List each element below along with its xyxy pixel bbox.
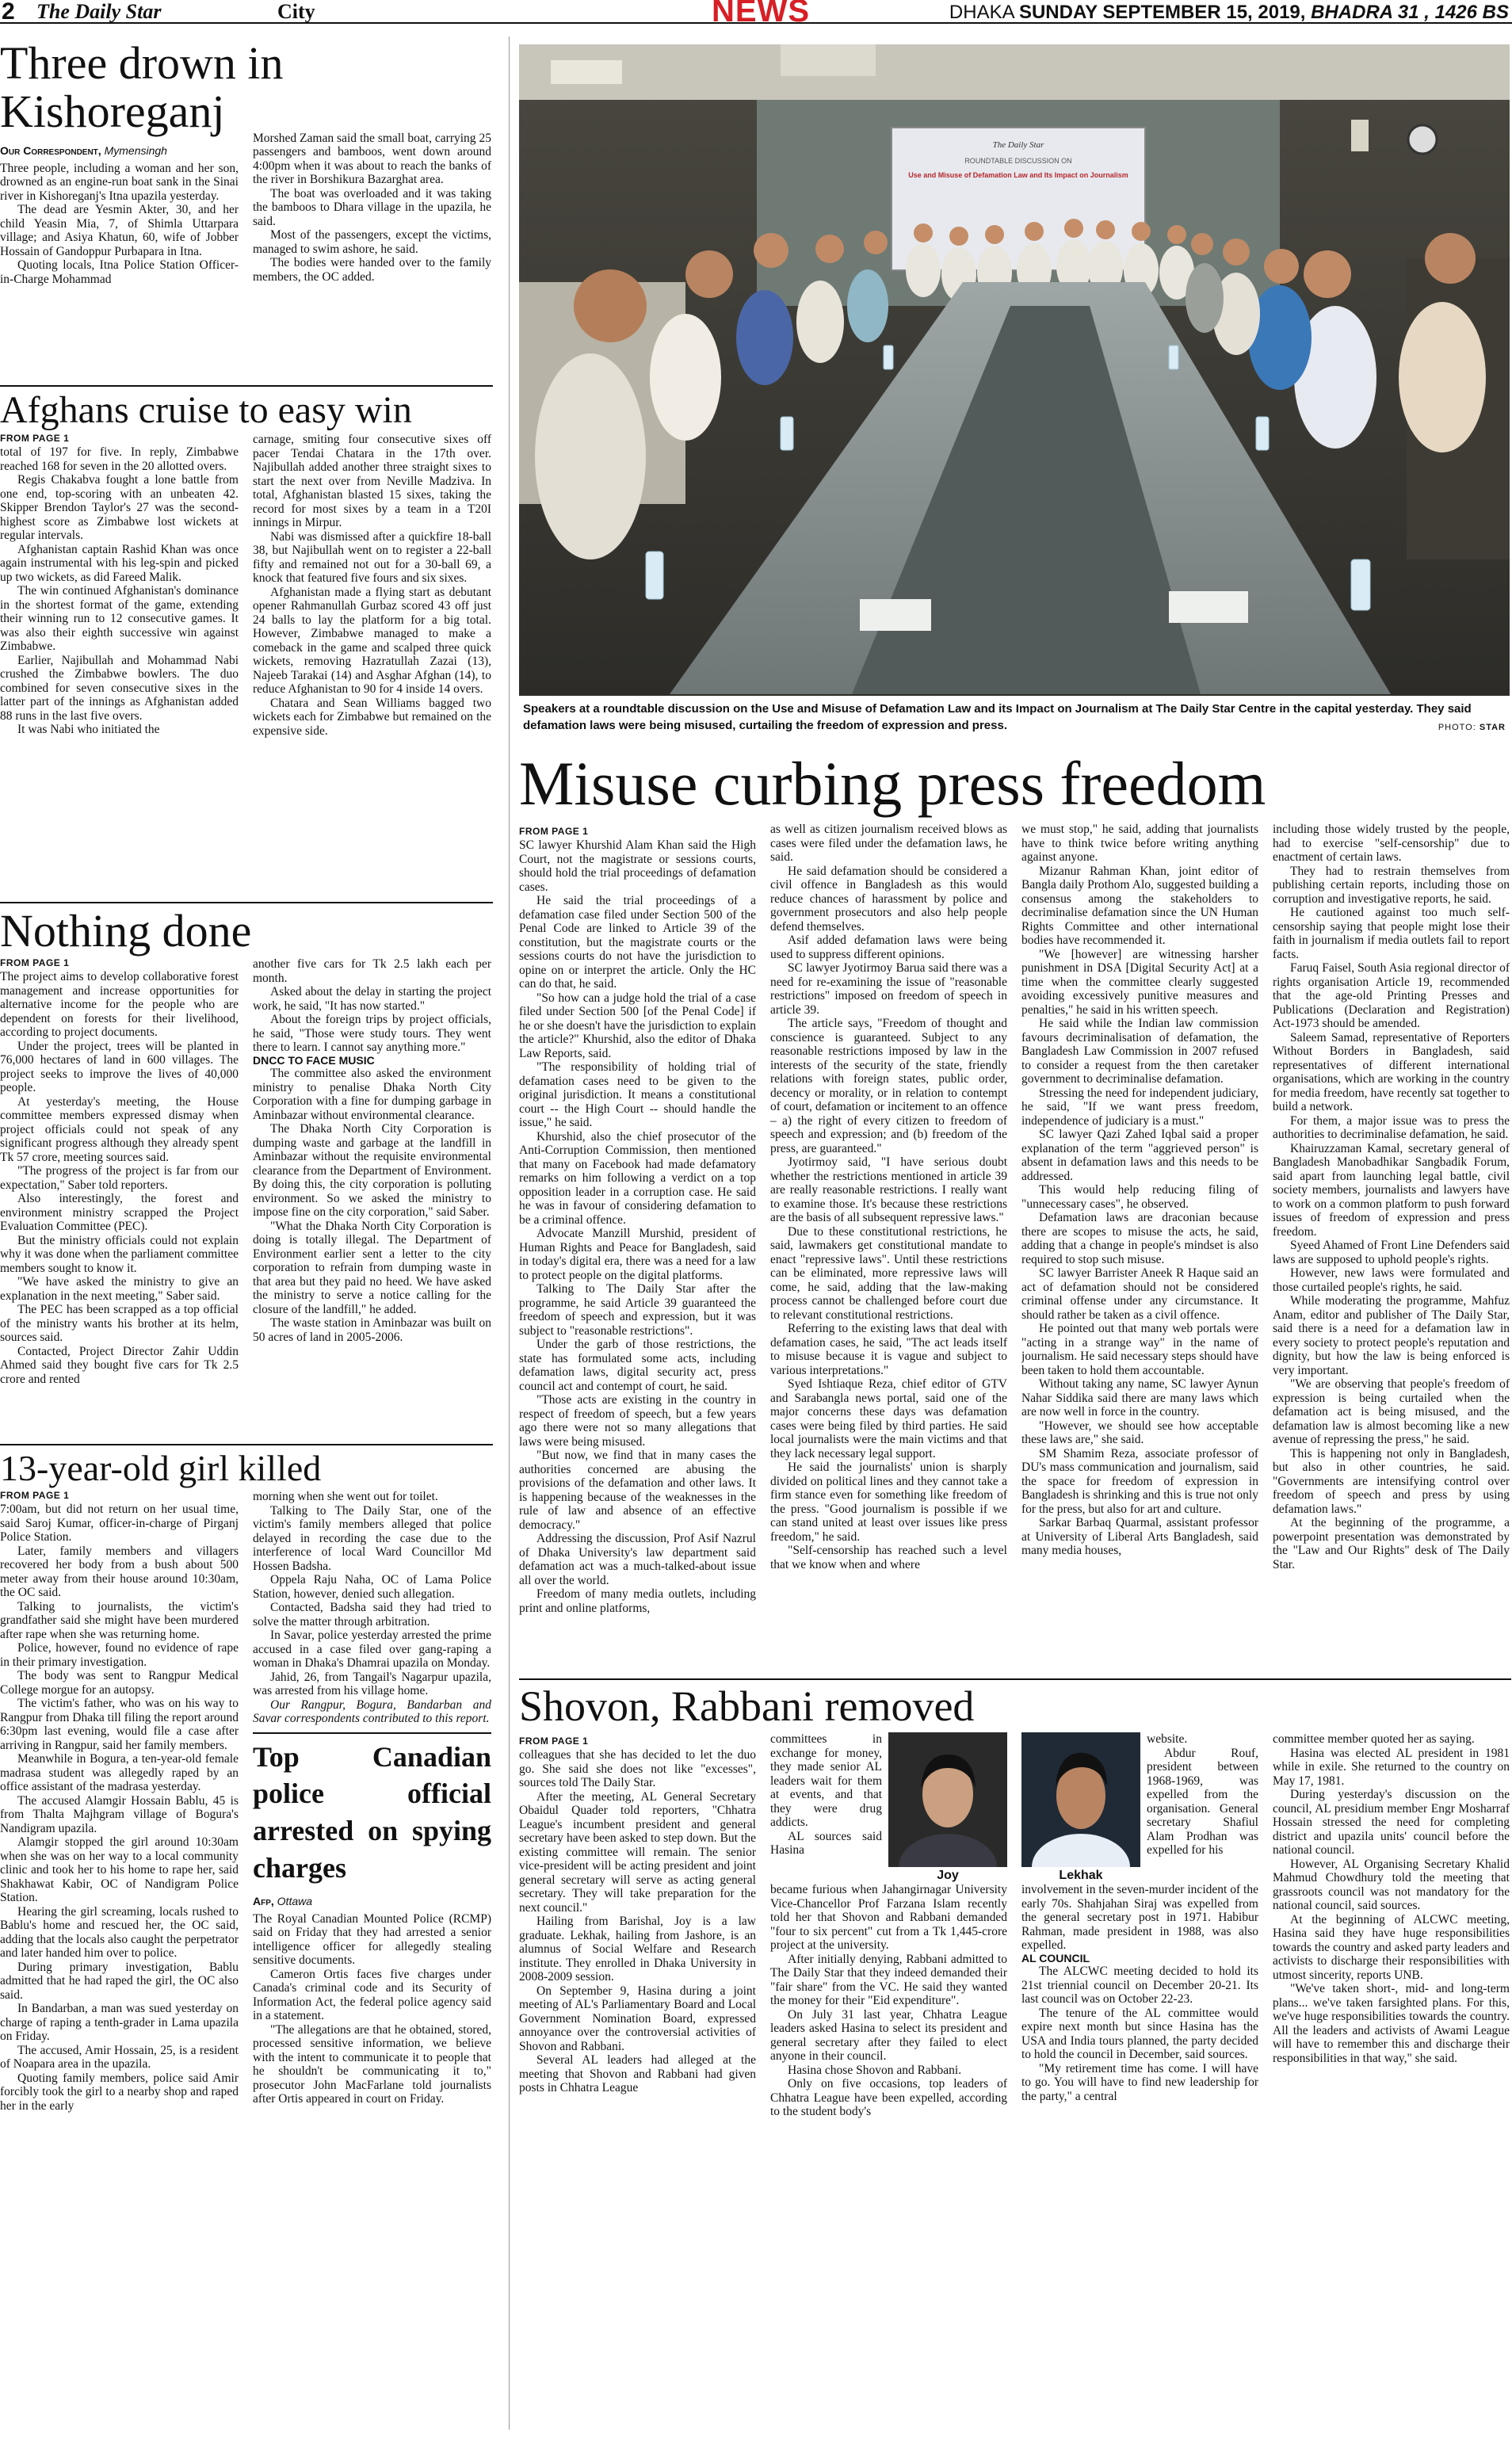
paragraph: Also interestingly, the forest and environment ministry scrapped the Project Evaluation Committee (PEC). <box>0 1192 239 1233</box>
paragraph: Hearing the girl screaming, locals rushed to Bablu's home and rescued her, the OC said, adding that the locals also caught the perpetrator and later handed him over to police. <box>0 1904 239 1960</box>
paragraph: as well as citizen journalism received blows as cases were filed under the defamation laws, he said. <box>770 823 1007 864</box>
paragraph: Syeed Ahamed of Front Line Defenders said laws are supposed to uphold people's rights. <box>1273 1239 1510 1266</box>
paragraph: Talking to The Daily Star, one of the victim's family members alleged that police delayed in recording the case due to the interference of local Ward Councillor Md Hossen Badsha. <box>253 1503 491 1573</box>
paragraph: The Royal Canadian Mounted Police (RCMP) said on Friday that they had arrested a senior intelligence officer for allegedly stealing sensitive documents. <box>253 1911 491 1968</box>
paragraph: website. <box>1147 1732 1188 1746</box>
date-gregorian: SUNDAY SEPTEMBER 15, 2019, <box>1018 2 1306 23</box>
column-body <box>253 1912 491 2106</box>
news-label: NEWS <box>712 0 810 29</box>
portrait-caption: Lekhak <box>1059 1869 1103 1882</box>
paragraph: After initially denying, Rabbani admitted to The Daily Star that they indeed demanded their "fair share" from the VC. He said they wanted the money for their "Eid expenditure". <box>770 1952 1007 2007</box>
paragraph: This is happening not only in Bangladesh, but also in other countries, he said. "Governments are intensifying control over freedom of speech and press by using defamation laws." <box>1273 1446 1510 1516</box>
from-page: FROM PAGE 1 <box>0 957 70 968</box>
paragraph: Advocate Manzill Murshid, president of Human Rights and Peace for Bangladesh, said in today's digital era, there was a need for a law to protect people on the digital platforms. <box>519 1227 756 1282</box>
paragraph: He said defamation should be considered a civil offence in Bangladesh as this would reduce chances of harassment by police and government prosecutors and also help people defend themselves. <box>770 864 1007 934</box>
paragraph: committee member quoted her as saying. <box>1273 1732 1475 1746</box>
byline-place: Mymensingh <box>104 143 167 157</box>
paragraph: This would help reducing filing of "unnecessary cases", he observed. <box>1021 1183 1258 1211</box>
headline: 13-year-old girl killed <box>0 1448 322 1488</box>
paragraph: The win continued Afghanistan's dominance in the shortest format of the game, extending their winning run to 12 consecutive games. It was also their eighth successive win against Zimbabwe. <box>0 584 239 653</box>
paragraph: Quoting family members, police said Amir forcibly took the girl to a nearby shop and raped her in the early <box>0 2071 239 2113</box>
column <box>519 823 756 1710</box>
paragraph: Afghanistan captain Rashid Khan was once again instrumental with his leg-spin and picked up two wickets, as did Fareed Malik. <box>0 542 239 584</box>
story-girl-killed <box>0 1450 491 2440</box>
paragraph: Most of the passengers, except the victims, managed to swim ashore, he said. <box>253 228 491 256</box>
paragraph: The ALCWC meeting decided to hold its 21st triennial council on December 20-21. Its last council was on October 22-23. <box>1021 1965 1258 2007</box>
paper-logo: The Daily Star <box>36 0 162 23</box>
paragraph: Referring to the existing laws that deal with defamation cases, he said, "The act leads itself to misuse because it is vague and subject to various interpretations." <box>770 1322 1007 1377</box>
paragraph: Faruq Faisel, South Asia regional director of rights organisation Article 19, recommended that the age-old Printing Presses and Publications (Declaration and Registration) Act-1973 should be amended. <box>1273 961 1510 1030</box>
paragraph: During primary investigation, Bablu admitted that he had raped the girl, the OC also said. <box>0 1960 239 2002</box>
paragraph: Abdur Rouf, president between 1968-1969, was expelled from the organisation. General secretary Shafiul Alam Prodhan was expelled for his <box>1147 1746 1258 1857</box>
paragraph: SC lawyer Barrister Aneek R Haque said an act of defamation should not be considered criminal offense under any circumstance. It should rather be taken as a civil offence. <box>1021 1266 1258 1322</box>
paragraph: Three people, including a woman and her son, drowned as an engine-run boat sank in the Sinai river in Kishoreganj's Itna upazila yesterday. <box>0 161 239 203</box>
column <box>1273 823 1510 1710</box>
paragraph: became furious when Jahangirnagar University Vice-Chancellor Prof Farzana Islam recently told her that Shovon and Rabbani demanded "four to six percent" cut from a Tk 1,445-crore project at the university. <box>770 1883 1007 1952</box>
column <box>519 1732 756 2430</box>
paragraph: In Bandarban, a man was sued yesterday on charge of raping a tenth-grader in Lama upazila on Friday. <box>0 2002 239 2043</box>
byline-author: Our Correspondent, <box>0 143 101 157</box>
paragraph: "The responsibility of holding trial of defamation cases need to be given to the original jurisdiction. It means a constitutional court -- the High Court -- should handle the issue," he said. <box>519 1060 756 1129</box>
paragraph: SC lawyer Jyotirmoy Barua said there was a need for re-examining the issue of "reasonable restrictions" imposed on freedom of speech in article 39. <box>770 961 1007 1017</box>
paragraph: morning when she went out for toilet. <box>253 1490 438 1503</box>
column <box>1021 1732 1258 2430</box>
paragraph: we must stop," he said, adding that journalists have to think twice before writing anything against anyone. <box>1021 823 1258 864</box>
paragraph: involvement in the seven-murder incident of the early 70s. Shahjahan Siraj was expelled from the general secretary post in 1971. Habibur Rahman, made president in 1988, was also expelled. <box>1021 1883 1258 1952</box>
column <box>770 1732 1007 2430</box>
paragraph: SM Shamim Reza, associate professor of DU's mass communication and journalism, said the space for freedom of expression in Bangladesh is shrinking and this is true not only for the press, but also for art and culture. <box>1021 1446 1258 1516</box>
paragraph: "We [however] are witnessing harsher punishment in DSA [Digital Security Act] at a time when the committee clearly suggested avoiding excessively punitive measures and penalties," he said in his written speech. <box>1021 947 1258 1017</box>
paragraph: "So how can a judge hold the trial of a case filed under Section 500 [of the Penal Code] if he or she doesn't have the jurisdiction to explain the article?" Khurshid, also the editor of Dhaka Law Reports, said. <box>519 991 756 1060</box>
paragraph: He said the journalists' union is sharply divided on political lines and they cannot take a firm stance even for something like freedom of the press. "Good journalism is possible if we can stand united at least over issues like press freedom," he said. <box>770 1461 1007 1544</box>
paragraph: Oppela Raju Naha, OC of Lama Police Station, however, denied such allegation. <box>253 1573 491 1601</box>
credit-label: PHOTO: <box>1438 723 1476 732</box>
paragraph: But the ministry officials could not explain why it was done when the parliament committee members sought to know it. <box>0 1233 239 1275</box>
paragraph: The article says, "Freedom of thought and conscience is guaranteed. Subject to any reasonable restrictions imposed by law in the interests of the security of the state, friendly relations with foreign states, public order, decency or morality, or in relation to contempt of court, defamation or incitement to an offence – a) the right of every citizen to freedom of speech and expression; and (b) freedom of the press, are guaranteed." <box>770 1017 1007 1155</box>
paragraph: Alamgir stopped the girl around 10:30am when she was on her way to a local community clinic and took her to his home to rape her, said Shakhawat Kabir, OC of Nandigram Police Station. <box>0 1835 239 1904</box>
paragraph: Meanwhile in Bogura, a ten-year-old female madrasa student was allegedly raped by an office assistant of the madrasa yesterday. <box>0 1752 239 1793</box>
paragraph: "However, we should see how acceptable these laws are," she said. <box>1021 1419 1258 1446</box>
column-body <box>253 1490 491 1726</box>
date-city: DHAKA <box>949 2 1014 23</box>
paragraph: At the beginning of ALCWC meeting, Hasina said they have huge responsibilities towards the country and asked party leaders and activists to discharge their responsibilities with utmost sincerity, reports UNB. <box>1273 1912 1510 1982</box>
paragraph: another five cars for Tk 2.5 lakh each per month. <box>253 957 491 985</box>
paragraph: Only on five occasions, top leaders of Chhatra League have been expelled, according to the student body's <box>770 2077 1007 2118</box>
paragraph: Khurshid, also the chief prosecutor of the Anti-Corruption Commission, then mentioned that many on Facebook had made defamatory remarks on him following a verdict on a top opposition leader in a corruption case. He said he was in favour of considering defamation to be a criminal offence. <box>519 1129 756 1227</box>
paragraph: After the meeting, AL General Secretary Obaidul Quader told reporters, "Chhatra League's incumbent president and general secretary have been asked to step down. But the existing committee will remain. The senior vice-president will be acting president and joint general secretary will serve as acting general secretary. They will take preparation for the next council." <box>519 1789 756 1915</box>
paragraph: Sarkar Barbaq Quarmal, assistant professor at University of Liberal Arts Bangladesh, said many media houses, <box>1021 1516 1258 1557</box>
byline <box>253 1895 491 1907</box>
column <box>253 1490 491 2440</box>
paragraph: However, new laws were formulated and those curtailed people's rights, he said. <box>1273 1266 1510 1294</box>
paragraph: Addressing the discussion, Prof Asif Nazrul of Dhaka University's law department said defamation act was a much-talked-about issue all over the world. <box>519 1532 756 1587</box>
paragraph: He said while the Indian law commission favours decriminalisation of defamation, the Bangladesh Law Commission in 2007 refused to consider a request from the then caretaker government to decriminalise defamation. <box>1021 1017 1258 1086</box>
byline-author: Afp, <box>253 1894 274 1907</box>
paragraph: "The progress of the project is far from our expectation," Saber told reporters. <box>0 1164 239 1192</box>
column-top <box>1021 1732 1258 1883</box>
paragraph: At the beginning of the programme, a powerpoint presentation was demonstrated by the "Law and Our Rights" desk of The Daily Star. <box>1273 1516 1510 1571</box>
column-body <box>519 838 756 1615</box>
paragraph: AL sources said Hasina <box>770 1829 882 1857</box>
paragraph: While moderating the programme, Mahfuz Anam, editor and publisher of The Daily Star, said there is a need for a defamation law in every society to protect people's reputation and dignity, but how the law is being enforced is very important. <box>1273 1294 1510 1377</box>
photo-credit <box>1438 723 1506 732</box>
paragraph: Under the garb of those restrictions, the state has formulated some acts, including defamation laws, digital security act, press council act and contempt of court, he said. <box>519 1338 756 1393</box>
paragraph: Stressing the need for independent judiciary, he said, "If we want press freedom, independence of judiciary is a must." <box>1021 1086 1258 1128</box>
paragraph: Due to these constitutional restrictions, he said, lawmakers get constitutional mandate to enact "repressive laws". Until these restrictions can be eliminated, more repressive laws will come, he said, adding that the law-making process cannot be challenged before court due to relevant constitutional restrictions. <box>770 1224 1007 1322</box>
divider <box>0 902 493 903</box>
banner-kicker: ROUNDTABLE DISCUSSION ON <box>964 157 1072 165</box>
paragraph: Later, family members and villagers recovered her body from a bush about 500 meter away from their house around 10:30am, the OC said. <box>0 1544 239 1599</box>
banner-title: Use and Misuse of Defamation Law and Its Impact on Journalism <box>908 171 1128 179</box>
paragraph: Without taking any name, SC lawyer Aynun Nahar Siddika said there are many laws which are now well in force in the country. <box>1021 1377 1258 1419</box>
paragraph: Contacted, Project Director Zahir Uddin Ahmed said they bought five cars for Tk 2.5 crore and rented <box>0 1344 239 1386</box>
paragraph: "What the Dhaka North City Corporation is doing is totally illegal. The Department of Environment earlier sent a letter to the city corporation to refrain from dumping waste in that area but they paid no heed. We have asked the ministry to serve a notice calling for the closure of the landfill," he added. <box>253 1219 491 1316</box>
photo-illustration <box>519 44 1510 696</box>
paragraph: Freedom of many media outlets, including print and online platforms, <box>519 1587 756 1615</box>
paragraph: During yesterday's discussion on the council, AL presidium member Engr Mosharraf Hossain stressed the need for completing district and upazila units' council before the national council. <box>1273 1788 1510 1857</box>
paragraph: The accused Alamgir Hossain Bablu, 45 is from Thalta Majhgram village of Bogura's Nandigram upazila. <box>0 1793 239 1835</box>
paragraph: On September 9, Hasina during a joint meeting of AL's Parliamentary Board and Local Government Nomination Board, expressed annoyance over the controversial activities of Shovon and Rabbani. <box>519 1984 756 2053</box>
paragraph: Mizanur Rahman Khan, joint editor of Bangla daily Prothom Alo, suggested building a consensus among the stakeholders to decriminalise defamation since the UN Human Rights Committee and other international bodies have recommended it. <box>1021 864 1258 947</box>
paragraph: Regis Chakabva fought a lone battle from one end, top-scoring with an unbeaten 42. Skipper Brendon Taylor's 27 was the second-highest score as Zimbabwe lost wickets at regular intervals. <box>0 473 239 542</box>
portrait-photo <box>888 1732 1007 1867</box>
divider <box>0 1444 493 1445</box>
paragraph: "My retirement time has come. I will have to go. You will have to find new leadership for the party," a central <box>1021 2061 1258 2103</box>
paragraph: including those widely trusted by the people, had to exercise "self-censorship" due to enactment of certain laws. <box>1273 823 1510 864</box>
body-columns <box>519 823 1510 1710</box>
story-nothing-done <box>0 905 491 1411</box>
paragraph: DNCC TO FACE MUSIC <box>253 1053 375 1067</box>
headline: Three drown in Kishoreganj <box>0 37 284 137</box>
story-shovon-rabbani <box>519 1682 1510 2430</box>
paragraph: Syed Ishtiaque Reza, chief editor of GTV and Sarabangla news portal, said one of the major concerns these days was defamation cases were being filed by third parties. He said local journalists were the main victims and that they lack necessary legal support. <box>770 1377 1007 1461</box>
paragraph: The project aims to develop collaborative forest management and increase opportunities for alternative income for the people who are dependent on forests for their livelihood, according to project documents. <box>0 970 239 1039</box>
date-bangla: BHADRA 31 , 1426 BS <box>1311 2 1509 23</box>
banner-brand: The Daily Star <box>992 140 1044 150</box>
from-page: FROM PAGE 1 <box>0 433 70 444</box>
headline: Afghans cruise to easy win <box>0 389 412 431</box>
paragraph: Saleem Samad, representative of Reporters Without Borders in Bangladesh, said representatives of different international organisations, which are working in the country for media freedom, have recently sat together to build a network. <box>1273 1030 1510 1113</box>
paragraph: SC lawyer Khurshid Alam Khan said the High Court, not the magistrate or sessions courts, should hold the trial proceedings of defamation cases. <box>519 838 756 894</box>
paragraph: carnage, smiting four consecutive sixes off pacer Tendai Chatara in the 17th over. Najibullah added another three straight sixes to start the next over from Neville Madziva. In total, Afghanistan blasted 15 sixes, taking the record for most sixes by a team in a T20I innings in Mirpur. <box>253 433 491 529</box>
body-columns <box>519 1732 1510 2430</box>
paragraph: The tenure of the AL committee would expire next month but since Hasina has the USA and India tours planned, the party decided to hold the council in December, said sources. <box>1021 2006 1258 2062</box>
paragraph: The Dhaka North City Corporation is dumping waste and garbage at the landfill in Aminbazar without the requisite environmental clearance from the Department of Environment. By doing this, the city corporation is polluting environment. So we asked the ministry to impose fine on the city corporation," said Saber. <box>253 1122 491 1220</box>
column-body <box>1147 1732 1258 1883</box>
paragraph: Several AL leaders had alleged at the meeting that Shovon and Rabbani had given posts in Chhatra League <box>519 2053 756 2094</box>
paragraph: The PEC has been scrapped as a top official of the ministry wants his brother at its helm, sources said. <box>0 1303 239 1344</box>
paragraph: AL COUNCIL <box>1021 1951 1090 1965</box>
paragraph: The dead are Yesmin Akter, 30, and her child Yeasin Mia, 7, of Shimla Uttarpara village; and Asiya Khatun, 60, wife of Jobber Hossain of Gandoppur Purbapara in Itna. <box>0 203 239 258</box>
paragraph: Nabi was dismissed after a quickfire 18-ball 38, but Najibullah went on to register a 22-ball fifty and remained not out for a 30-ball 69, a knock that featured five fours and six sixes. <box>253 529 491 585</box>
column <box>1273 1732 1510 2430</box>
paragraph: The waste station in Aminbazar was built on 50 acres of land in 2005-2006. <box>253 1316 491 1344</box>
from-page: FROM PAGE 1 <box>519 826 589 837</box>
from-page: FROM PAGE 1 <box>0 1490 70 1501</box>
credit-source: STAR <box>1479 723 1506 732</box>
masthead <box>0 0 1512 29</box>
paragraph: Contacted, Badsha said they had tried to solve the matter through arbitration. <box>253 1601 491 1629</box>
paragraph: "But now, we find that in many cases the authorities concerned are abusing the provisions of the defamation and other laws. It is happening because of the weaknesses in the rule of law and absence of an effective democracy." <box>519 1449 756 1532</box>
paragraph: "Those acts are existing in the country in respect of freedom of speech, but a few years ago there were not so many allegations that laws were being misused. <box>519 1393 756 1449</box>
headline: Misuse curbing press freedom <box>519 749 1266 818</box>
column <box>253 957 491 1411</box>
column-body <box>770 1883 1007 2119</box>
story-three-drown <box>0 37 491 357</box>
column <box>0 162 239 357</box>
paragraph: Police, however, found no evidence of rape in their primary investigation. <box>0 1641 239 1669</box>
paragraph: Quoting locals, Itna Police Station Officer-in-Charge Mohammad <box>0 258 239 286</box>
column-top <box>770 1732 1007 1883</box>
paragraph: Hailing from Barishal, Joy is a law graduate. Lekhak, hailing from Jashore, is an alumnus of Social Welfare and Research institute. They enrolled in Dhaka University in 2008-2009 session. <box>519 1915 756 1984</box>
headline: Nothing done <box>0 905 252 957</box>
paragraph: In Savar, police yesterday arrested the prime accused in a case filed over gang-raping a woman in Dhaka's Dhamrai upazila on Monday. <box>253 1629 491 1670</box>
paragraph: They had to restrain themselves from publishing certain reports, including those on corruption and investigative reports, he said. <box>1273 864 1510 906</box>
paragraph: The body was sent to Rangpur Medical College morgue for an autopsy. <box>0 1669 239 1697</box>
photo-caption: Speakers at a roundtable discussion on the Use and Misuse of Defamation Law and its Impact on Journalism at The Daily Star Centre in the capital yesterday. They said defamation laws were being misused, curtailing the freedom of expression and press. <box>523 702 1472 732</box>
portrait-lekhak <box>1021 1732 1140 1883</box>
paragraph: "The allegations are that he obtained, stored, processed sensitive information, we believe with the intent to communicate it to people that he shouldn't be communicating it to," prosecutor John MacFarlane told journalists after Ortis appeared in court on Friday. <box>253 2022 491 2106</box>
page-number: 2 <box>2 0 15 25</box>
paragraph: Cameron Ortis faces five charges under Canada's criminal code and its Security of Information Act, the federal police agency said in a statement. <box>253 1967 491 2023</box>
paragraph: He cautioned against too much self-censorship saying that people might lose their faith in journalism if media outlets fail to report facts. <box>1273 906 1510 961</box>
story-misuse-press-freedom <box>519 749 1510 1710</box>
portrait-illustration <box>888 1732 1007 1867</box>
paragraph: "Self-censorship has reached such a level that we know when and where <box>770 1544 1007 1571</box>
paragraph: The bodies were handed over to the family members, the OC added. <box>253 256 491 284</box>
paragraph: Asif added defamation laws were being used to suppress different opinions. <box>770 934 1007 961</box>
paragraph: Hasina chose Shovon and Rabbani. <box>788 2063 962 2077</box>
section-label: City <box>277 0 315 23</box>
divider <box>0 385 493 387</box>
paragraph: Under the project, trees will be planted in 76,000 hectares of land in 600 villages. The project seeks to improve the lives of 40,000 people. <box>0 1039 239 1094</box>
paragraph: He pointed out that many web portals were "acting in a strange way" in the name of journalism. He said necessary steps should have been taken to hold them accountable. <box>1021 1322 1258 1377</box>
paragraph: Khairuzzaman Kamal, secretary general of Bangladesh Manobadhikar Sangbadik Forum, said apart from launching legal battle, civil society members, journalists and lawyers have to work on a common platform to push forward issues of freedom of expression and press freedom. <box>1273 1141 1510 1239</box>
paragraph: Asked about the delay in starting the project work, he said, "It has now started." <box>253 985 491 1013</box>
paragraph: colleagues that she has decided to let the duo go. She said she does not like "excesses", sources told The Daily Star. <box>519 1748 756 1789</box>
divider <box>519 1678 1511 1680</box>
paragraph: Our Rangpur, Bogura, Bandarban and Savar correspondents contributed to this report. <box>253 1697 491 1725</box>
paragraph: However, AL Organising Secretary Khalid Mahmud Chowdhury told the meeting that grassroots council was not mandatory for the national council, said sources. <box>1273 1857 1510 1912</box>
paragraph: Earlier, Najibullah and Mohammad Nabi crushed the Zimbabwe bowlers. The duo combined for seven consecutive sixes in the latter part of the innings as Afghanistan added 88 runs in the last five overs. <box>0 653 239 723</box>
paragraph: The accused, Amir Hossain, 25, is a resident of Noapara area in the upazila. <box>0 2043 239 2071</box>
portrait-joy <box>888 1732 1007 1883</box>
headline: Shovon, Rabbani removed <box>519 1682 975 1730</box>
headline: Top Canadian police official arrested on spying charges <box>253 1740 491 1884</box>
paragraph: The boat was overloaded and it was taking the bamboos to Dhara village in the upazila, he said. <box>253 186 491 228</box>
paragraph: The committee also asked the environment ministry to penalise Dhaka North City Corporation with a fine for dumping garbage in Aminbazar without environmental clearance. <box>253 1067 491 1122</box>
gutter-rule <box>509 36 510 2430</box>
paragraph: Talking to The Daily Star after the programme, he said Article 39 guaranteed the freedom of speech and expression, but it was subject to "reasonable restrictions". <box>519 1282 756 1338</box>
paragraph: Jyotirmoy said, "I have serious doubt whether the restrictions mentioned in article 39 are really reasonable restrictions. I really want to examine those. It's because these restrictions are the basis of all subsequent repressive laws." <box>770 1155 1007 1224</box>
paragraph: committees in exchange for money, they made senior AL leaders wait for them at events, and that they were drug addicts. <box>770 1732 882 1829</box>
byline-place: Ottawa <box>277 1894 313 1907</box>
column-body <box>519 1748 756 2095</box>
column <box>0 445 239 886</box>
column <box>770 823 1007 1710</box>
issue-date <box>949 2 1509 24</box>
paragraph: total of 197 for five. In reply, Zimbabwe reached 168 for seven in the 20 allotted overs. <box>0 445 239 473</box>
portrait-illustration <box>1021 1732 1140 1867</box>
column-body <box>770 1732 882 1883</box>
story-top-canadian <box>253 1732 491 2106</box>
column-body <box>1021 1883 1258 2103</box>
paragraph: For them, a major issue was to press the authorities to decriminalise defamation, he said. <box>1273 1113 1510 1141</box>
paragraph: At yesterday's meeting, the House committee members expressed dismay when project officials could not speak of any significant progress although they already spent Tk 57 crore, meeting sources said. <box>0 1094 239 1164</box>
paragraph: Talking to journalists, the victim's grandfather said she might have been murdered after rape when she was returning home. <box>0 1599 239 1641</box>
paragraph: Morshed Zaman said the small boat, carrying 25 passengers and bamboos, went down around 4:00pm when it was about to reach the banks of the river in Borshikura Bazarghat area. <box>253 131 491 187</box>
paragraph: The victim's father, who was on his way to Rangpur from Dhaka till filing the report around 6:30pm last evening, would file a case after arriving in Rangpur, said her family members. <box>0 1697 239 1752</box>
from-page: FROM PAGE 1 <box>519 1735 589 1747</box>
portrait-caption: Joy <box>937 1869 959 1882</box>
paragraph: Jahid, 26, from Tangail's Nagarpur upazila, was arrested from his village home. <box>253 1670 491 1697</box>
paragraph: It was Nabi who initiated the <box>17 723 160 736</box>
paragraph: "We've taken short-, mid- and long-term plans... we've taken farsighted plans. For this, we've huge responsibilities towards the country. All the leaders and activists of Awami League will have to remember this and discharge their responsibilities in that way," she said. <box>1273 1982 1510 2065</box>
paragraph: About the foreign trips by project officials, he said, "Those were study tours. They went there to learn. I cannot say anything more." <box>253 1013 491 1054</box>
column <box>0 970 239 1411</box>
portrait-photo <box>1021 1732 1140 1867</box>
paragraph: 7:00am, but did not return on her usual time, said Saroj Kumar, officer-in-charge of Pirganj Police Station. <box>0 1503 239 1544</box>
story-afghans <box>0 391 491 886</box>
column <box>1021 823 1258 1710</box>
paragraph: Chatara and Sean Williams bagged two wickets each for Zimbabwe but remained on the expensive side. <box>253 696 491 738</box>
column <box>253 132 491 357</box>
paragraph: "We are observing that people's freedom of expression is being curtailed when the defamation act is being misused, and the defamation law is almost becoming like a new avenue of repressing the press," he said. <box>1273 1377 1510 1446</box>
paragraph: SC lawyer Qazi Zahed Iqbal said a proper explanation of the term "aggrieved person" is absent in defamation laws and this needs to be addressed. <box>1021 1128 1258 1183</box>
paragraph: Afghanistan made a flying start as debutant opener Rahmanullah Gurbaz scored 43 off just 24 balls to lay the platform for a big total. However, Zimbabwe managed to make a comeback in the game and scalped three quick wickets, removing Hazratullah Zazai (13), Najeeb Tarakai (14) and Asghar Afghan (14), to reduce Afghanistan to 90 for 4 inside 14 overs. <box>253 585 491 696</box>
column <box>0 1503 239 2440</box>
roundtable-photo <box>519 44 1510 696</box>
paragraph: He said the trial proceedings of a defamation case filed under Section 500 of the Penal Code are linked to Article 39 of the constitution, but the magistrate courts or the sessions courts do not have the jurisdiction to opine on or interpret the article. Only the HC can do that, he said. <box>519 894 756 991</box>
paragraph: Defamation laws are draconian because there are scopes to misuse the acts, he said, adding that a change in people's mindset is also required to stop such misuse. <box>1021 1211 1258 1266</box>
paragraph: "We have asked the ministry to give an explanation in the next meeting," Saber said. <box>0 1275 239 1303</box>
paragraph: Hasina was elected AL president in 1981 while in exile. She returned to the country on May 17, 1981. <box>1273 1746 1510 1788</box>
column <box>253 433 491 886</box>
paragraph: On July 31 last year, Chhatra League leaders asked Hasina to select its president and general secretary after they failed to elect anyone in their council. <box>770 2007 1007 2063</box>
